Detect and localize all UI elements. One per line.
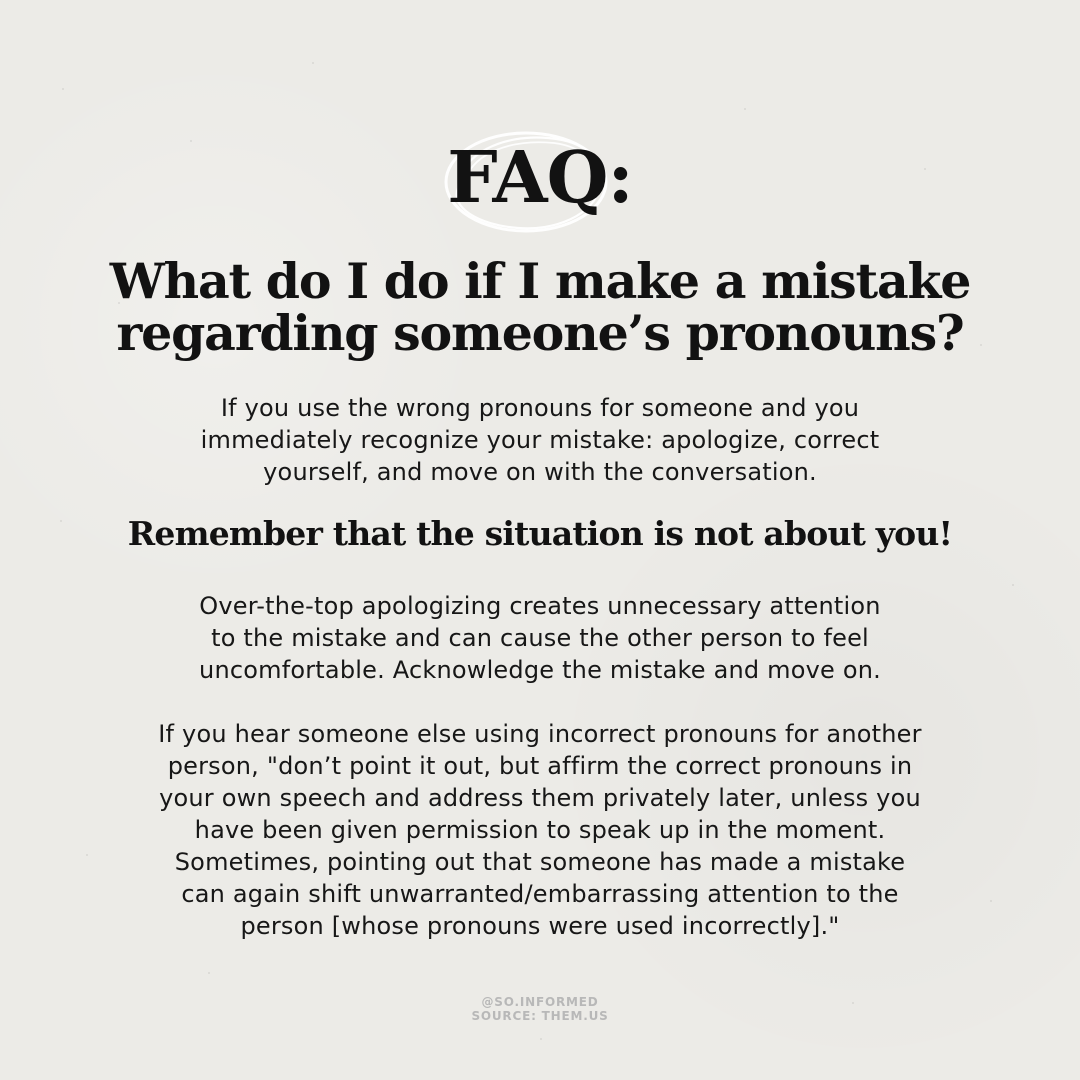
third-line-1: If you hear someone else using incorrect pronouns for another xyxy=(158,720,922,748)
paper-speck xyxy=(924,168,926,170)
apology-line-2: to the mistake and can cause the other person to feel xyxy=(211,624,869,652)
handle-credit: @SO.INFORMED xyxy=(481,995,599,1009)
intro-paragraph xyxy=(0,392,1080,488)
main-heading-line-2: regarding someone’s pronouns? xyxy=(116,304,964,362)
third-paragraph xyxy=(0,718,1080,942)
paper-speck xyxy=(62,88,64,90)
third-line-6: can again shift unwarranted/embarrassing attention to the xyxy=(181,880,899,908)
faq-title: FAQ: xyxy=(447,135,633,219)
intro-line-1: If you use the wrong pronouns for someone and you xyxy=(220,394,860,422)
paper-speck xyxy=(744,108,746,110)
apology-line-3: uncomfortable. Acknowledge the mistake and move on. xyxy=(199,656,881,684)
apology-paragraph xyxy=(0,590,1080,686)
paper-speck xyxy=(208,972,210,974)
third-line-4: have been given permission to speak up in the moment. xyxy=(194,816,886,844)
main-heading-line-1: What do I do if I make a mistake xyxy=(109,252,971,310)
intro-line-2: immediately recognize your mistake: apologize, correct xyxy=(200,426,880,454)
intro-line-3: yourself, and move on with the conversation. xyxy=(263,458,817,486)
main-heading xyxy=(0,252,1080,362)
paper-speck xyxy=(1012,584,1014,586)
third-line-3: your own speech and address them privately later, unless you xyxy=(159,784,921,812)
paper-speck xyxy=(312,62,314,64)
paper-speck xyxy=(190,140,192,142)
apology-line-1: Over-the-top apologizing creates unnecessary attention xyxy=(199,592,881,620)
source-credit: SOURCE: THEM.US xyxy=(471,1009,609,1023)
third-line-2: person, "don’t point it out, but affirm the correct pronouns in xyxy=(167,752,913,780)
third-line-7: person [whose pronouns were used incorrectly]." xyxy=(240,912,840,940)
reminder-heading: Remember that the situation is not about you! xyxy=(127,514,953,553)
paper-speck xyxy=(540,1038,542,1040)
third-line-5: Sometimes, pointing out that someone has made a mistake xyxy=(174,848,906,876)
faq-badge xyxy=(430,120,650,240)
credits xyxy=(0,995,1080,1023)
